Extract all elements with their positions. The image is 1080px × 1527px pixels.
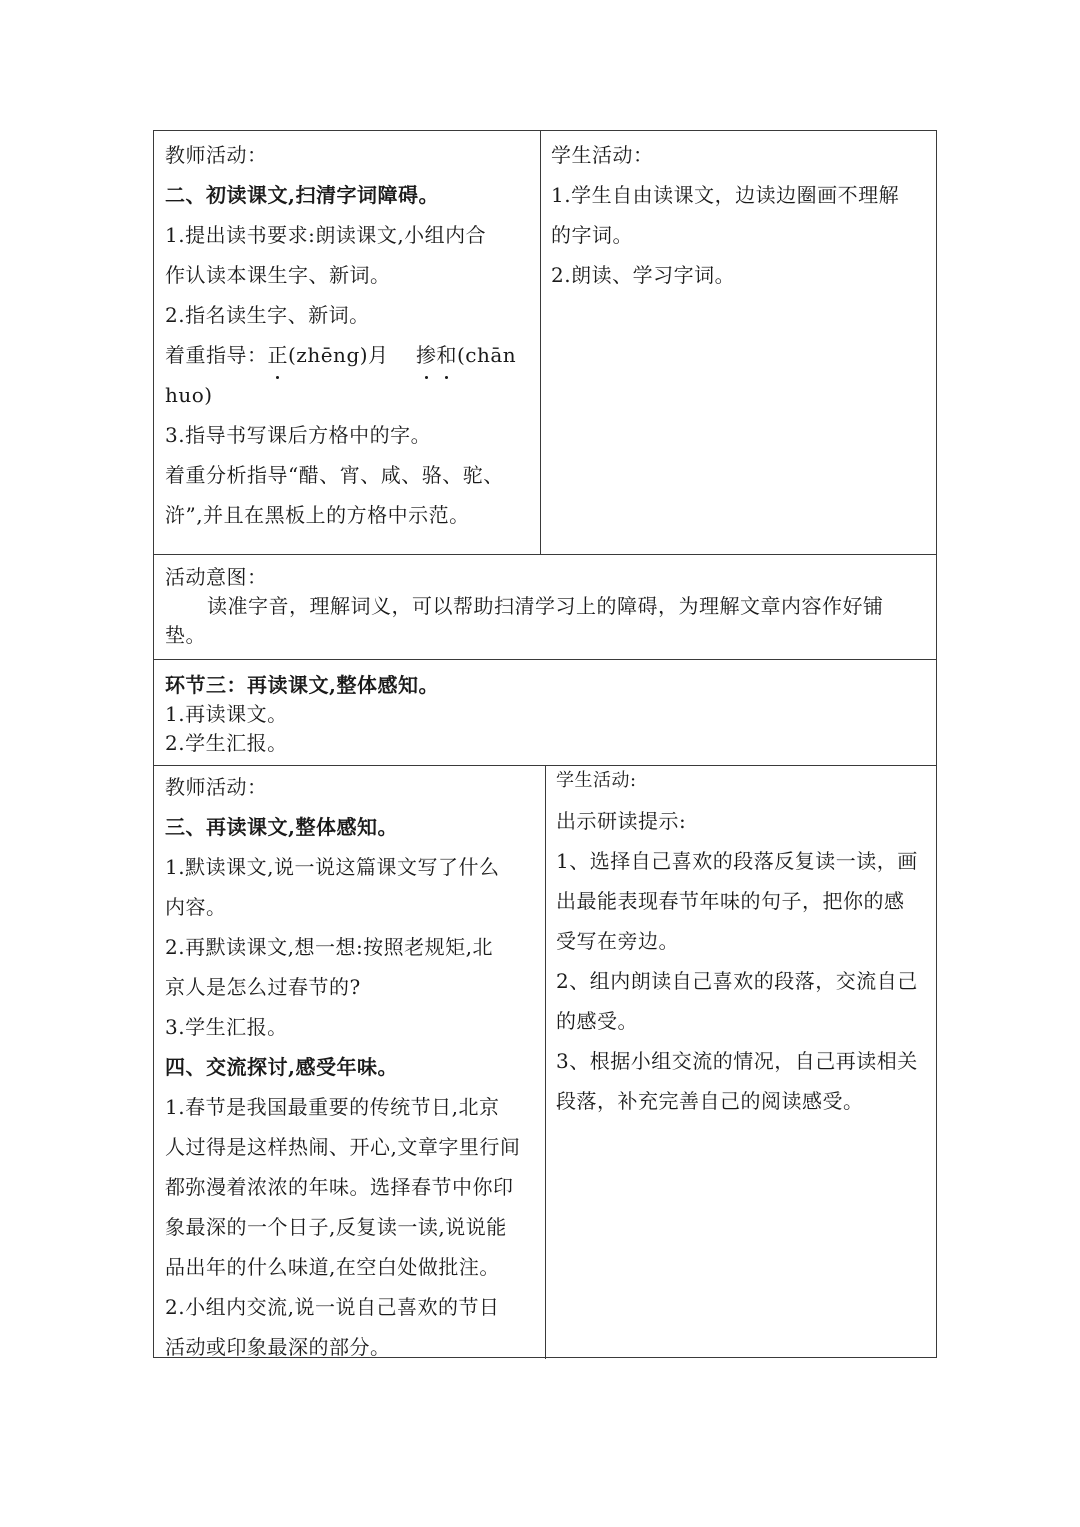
- student-item: 段落，补充完善自己的阅读感受。: [556, 1089, 864, 1113]
- dotted-character: 和: [436, 335, 457, 375]
- teacher-item: 作认读本课生字、新词。: [165, 263, 391, 287]
- student-activity-cell-2: [556, 761, 936, 1121]
- stage-item: 1.再读课文。: [165, 702, 288, 726]
- teacher-item: 着重分析指导“醋、宵、咸、骆、驼、: [165, 463, 504, 487]
- section-title: 二、初读课文,扫清字词障碍。: [165, 183, 439, 207]
- teacher-item: 3.学生汇报。: [165, 1015, 288, 1039]
- student-item: 出最能表现春节年味的句子，把你的感: [556, 889, 905, 913]
- pinyin: (chān: [456, 343, 517, 367]
- teacher-item: 1.提出读书要求:朗读课文,小组内合: [165, 223, 487, 247]
- activity-intent-heading: 活动意图：: [165, 565, 268, 589]
- teacher-item: 浒”,并且在黑板上的方格中示范。: [165, 503, 470, 527]
- activity-intent-text: 读准字音，理解词义，可以帮助扫清学习上的障碍，为理解文章内容作好铺: [207, 594, 884, 618]
- student-item: 2.朗读、学习字词。: [551, 263, 736, 287]
- student-item: 的感受。: [556, 1009, 638, 1033]
- teacher-item: 内容。: [165, 895, 227, 919]
- student-item: 受写在旁边。: [556, 929, 679, 953]
- column-divider: [545, 765, 546, 1359]
- teacher-item: 1.春节是我国最重要的传统节日,北京: [165, 1095, 500, 1119]
- teacher-activity-cell-2: [165, 767, 537, 1367]
- student-item: 3、根据小组交流的情况，自己再读相关: [556, 1049, 918, 1073]
- teacher-activity-cell-1: [165, 135, 537, 535]
- student-item: 1、选择自己喜欢的段落反复读一读，画: [556, 849, 918, 873]
- teacher-activity-heading: 教师活动：: [165, 775, 268, 799]
- pinyin: (zhēng)月: [288, 343, 389, 367]
- teacher-item: 品出年的什么味道,在空白处做批注。: [165, 1255, 500, 1279]
- row-divider: [154, 554, 936, 555]
- teacher-item: 人过得是这样热闹、开心,文章字里行间: [165, 1135, 521, 1159]
- teacher-item: 3.指导书写课后方格中的字。: [165, 423, 432, 447]
- row-divider: [154, 659, 936, 660]
- dotted-character: 正: [268, 335, 289, 375]
- student-activity-heading: 学生活动：: [551, 143, 654, 167]
- section-title: 四、交流探讨,感受年味。: [165, 1055, 398, 1079]
- teacher-item: 2.指名读生字、新词。: [165, 303, 370, 327]
- stage-three-cell: [165, 671, 935, 758]
- student-item: 的字词。: [551, 223, 633, 247]
- teacher-item: 1.默读课文,说一说这篇课文写了什么: [165, 855, 500, 879]
- activity-intent-text: 垫。: [165, 623, 206, 647]
- section-title: 三、再读课文,整体感知。: [165, 815, 398, 839]
- student-item: 2、组内朗读自己喜欢的段落，交流自己: [556, 969, 918, 993]
- lesson-plan-table: [153, 130, 937, 1358]
- teacher-item: 都弥漫着浓浓的年味。选择春节中你印: [165, 1175, 514, 1199]
- stage-title: 环节三：再读课文,整体感知。: [165, 673, 439, 697]
- teacher-item: 2.再默读课文,想一想:按照老规矩,北: [165, 935, 494, 959]
- teacher-item: 活动或印象最深的部分。: [165, 1335, 391, 1359]
- student-activity-cell-1: [551, 135, 935, 295]
- student-activity-heading: 学生活动:: [556, 770, 637, 791]
- teacher-item: 象最深的一个日子,反复读一读,说说能: [165, 1215, 507, 1239]
- teacher-item: 2.小组内交流,说一说自己喜欢的节日: [165, 1295, 500, 1319]
- stage-item: 2.学生汇报。: [165, 731, 288, 755]
- focus-prefix: 着重指导：: [165, 343, 268, 367]
- pinyin: huo): [165, 383, 213, 407]
- pronunciation-focus: [165, 335, 537, 375]
- reading-hint-heading: 出示研读提示:: [556, 809, 687, 833]
- activity-intent-cell: [165, 563, 935, 650]
- teacher-activity-heading: 教师活动：: [165, 143, 268, 167]
- teacher-item: 京人是怎么过春节的?: [165, 975, 361, 999]
- column-divider: [540, 131, 541, 554]
- student-item: 1.学生自由读课文，边读边圈画不理解: [551, 183, 900, 207]
- dotted-character: 掺: [416, 335, 437, 375]
